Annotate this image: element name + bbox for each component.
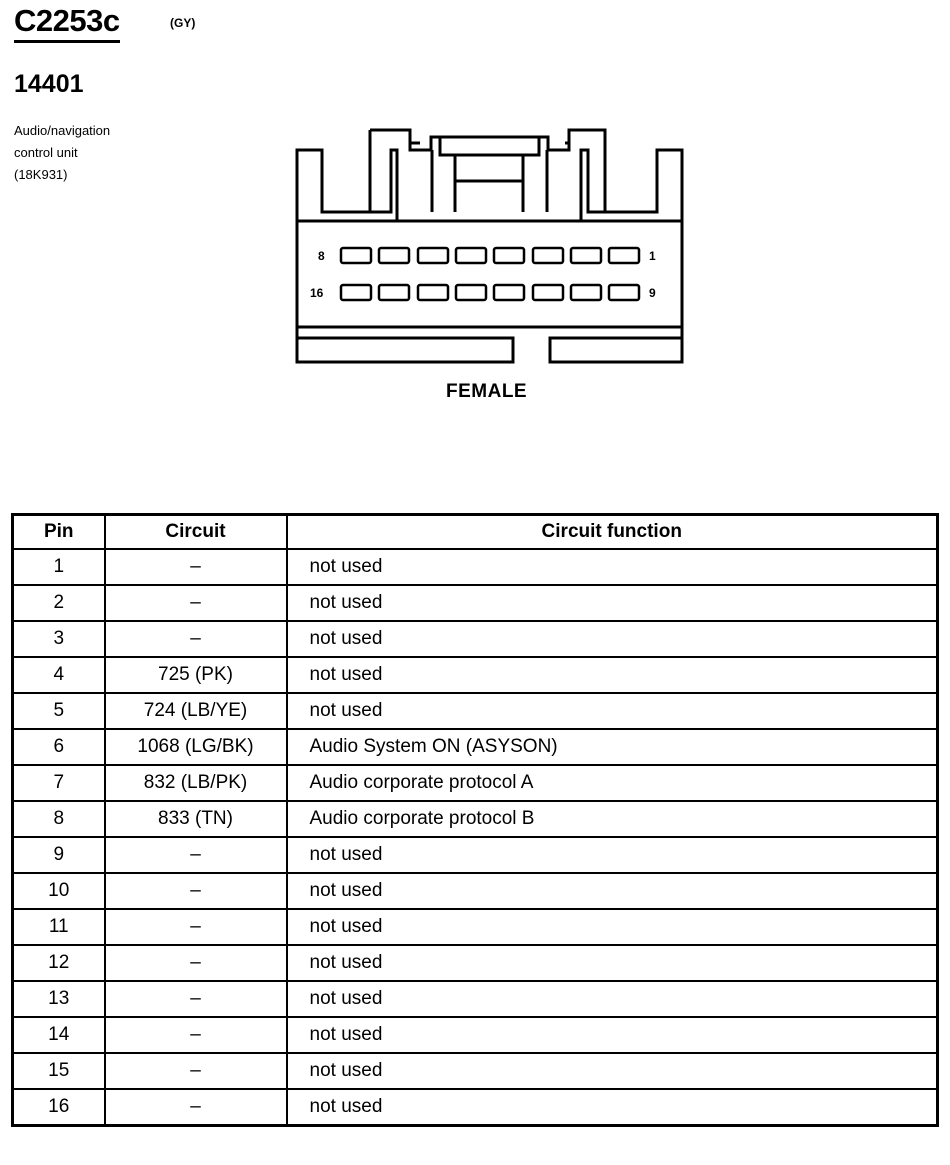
circuit-function-cell: Audio corporate protocol A xyxy=(287,765,938,801)
circuit-function-cell: not used xyxy=(287,1017,938,1053)
connector-color-code: (GY) xyxy=(170,16,196,30)
pin-cell: 1 xyxy=(13,549,105,585)
table-row xyxy=(13,693,938,729)
connector-face-diagram xyxy=(0,0,950,420)
pin-cavity xyxy=(533,285,563,300)
pin-cavity xyxy=(341,248,371,263)
pin-cavity xyxy=(341,285,371,300)
pin-cavity xyxy=(533,248,563,263)
table-row xyxy=(13,729,938,765)
circuit-cell: – xyxy=(105,585,287,621)
pin-table-header xyxy=(13,515,938,550)
table-row xyxy=(13,765,938,801)
pin-table xyxy=(11,513,939,1127)
table-row xyxy=(13,873,938,909)
pin-cell: 3 xyxy=(13,621,105,657)
connector-keyway xyxy=(297,327,513,362)
pin-label-1: 1 xyxy=(649,249,656,263)
connector-keyway xyxy=(550,327,682,362)
circuit-function-cell: Audio System ON (ASYSON) xyxy=(287,729,938,765)
connector-gender: FEMALE xyxy=(446,381,528,402)
pin-cavity xyxy=(418,285,448,300)
pin-cell: 10 xyxy=(13,873,105,909)
pin-label-8: 8 xyxy=(318,249,325,263)
description-line: (18K931) xyxy=(14,167,68,182)
connector-id: C2253c xyxy=(14,2,120,43)
pin-cell: 11 xyxy=(13,909,105,945)
pin-cell: 5 xyxy=(13,693,105,729)
table-row xyxy=(13,981,938,1017)
circuit-function-cell: not used xyxy=(287,549,938,585)
table-row xyxy=(13,909,938,945)
circuit-cell: – xyxy=(105,549,287,585)
pin-cavity xyxy=(494,248,524,263)
connector-housing-top xyxy=(297,150,397,221)
connector-latch xyxy=(370,130,605,150)
table-row xyxy=(13,657,938,693)
table-row xyxy=(13,585,938,621)
pin-cavity xyxy=(571,285,601,300)
pin-cavity xyxy=(456,285,486,300)
pin-cell: 2 xyxy=(13,585,105,621)
circuit-cell: 725 (PK) xyxy=(105,657,287,693)
connector-latch xyxy=(410,130,420,143)
circuit-cell: – xyxy=(105,1053,287,1089)
circuit-cell: – xyxy=(105,1089,287,1126)
circuit-function-cell: not used xyxy=(287,693,938,729)
pin-cell: 7 xyxy=(13,765,105,801)
table-row xyxy=(13,837,938,873)
pin-cavity xyxy=(494,285,524,300)
circuit-function-cell: not used xyxy=(287,657,938,693)
circuit-function-cell: not used xyxy=(287,621,938,657)
table-row xyxy=(13,549,938,585)
circuit-function-cell: not used xyxy=(287,981,938,1017)
pin-cell: 14 xyxy=(13,1017,105,1053)
circuit-cell: – xyxy=(105,621,287,657)
table-row xyxy=(13,621,938,657)
header-circuit-function: Circuit function xyxy=(287,515,938,550)
description-line: Audio/navigation xyxy=(14,123,111,138)
circuit-cell: 833 (TN) xyxy=(105,801,287,837)
circuit-function-cell: Audio corporate protocol B xyxy=(287,801,938,837)
pin-cavity xyxy=(379,285,409,300)
pin-cavity xyxy=(418,248,448,263)
pin-cell: 13 xyxy=(13,981,105,1017)
circuit-cell: – xyxy=(105,1017,287,1053)
pin-cavity xyxy=(456,248,486,263)
circuit-cell: – xyxy=(105,909,287,945)
pin-cavity xyxy=(609,285,639,300)
table-row xyxy=(13,1089,938,1126)
part-number: 14401 xyxy=(14,70,84,98)
circuit-function-cell: not used xyxy=(287,1089,938,1126)
connector-latch xyxy=(432,150,547,212)
circuit-function-cell: not used xyxy=(287,585,938,621)
pin-cavity xyxy=(571,248,601,263)
pin-cell: 12 xyxy=(13,945,105,981)
circuit-cell: 1068 (LG/BK) xyxy=(105,729,287,765)
header-circuit: Circuit xyxy=(105,515,287,550)
circuit-function-cell: not used xyxy=(287,837,938,873)
table-row xyxy=(13,1053,938,1089)
circuit-cell: – xyxy=(105,837,287,873)
circuit-cell: 832 (LB/PK) xyxy=(105,765,287,801)
circuit-cell: – xyxy=(105,945,287,981)
pin-cavity xyxy=(609,248,639,263)
circuit-cell: 724 (LB/YE) xyxy=(105,693,287,729)
pin-cell: 16 xyxy=(13,1089,105,1126)
pin-cell: 4 xyxy=(13,657,105,693)
circuit-cell: – xyxy=(105,981,287,1017)
pin-cell: 15 xyxy=(13,1053,105,1089)
header-pin: Pin xyxy=(13,515,105,550)
circuit-function-cell: not used xyxy=(287,909,938,945)
circuit-function-cell: not used xyxy=(287,1053,938,1089)
connector-housing-top xyxy=(581,150,682,221)
pin-cell: 9 xyxy=(13,837,105,873)
circuit-cell: – xyxy=(105,873,287,909)
connector-body xyxy=(297,221,682,327)
pin-label-9: 9 xyxy=(649,286,656,300)
description-line: control unit xyxy=(14,145,78,160)
table-row xyxy=(13,945,938,981)
circuit-function-cell: not used xyxy=(287,873,938,909)
pin-cavity xyxy=(379,248,409,263)
table-row xyxy=(13,801,938,837)
table-row xyxy=(13,1017,938,1053)
pin-cell: 6 xyxy=(13,729,105,765)
pin-label-16: 16 xyxy=(310,286,324,300)
connector-latch xyxy=(440,137,539,155)
circuit-function-cell: not used xyxy=(287,945,938,981)
pin-cell: 8 xyxy=(13,801,105,837)
